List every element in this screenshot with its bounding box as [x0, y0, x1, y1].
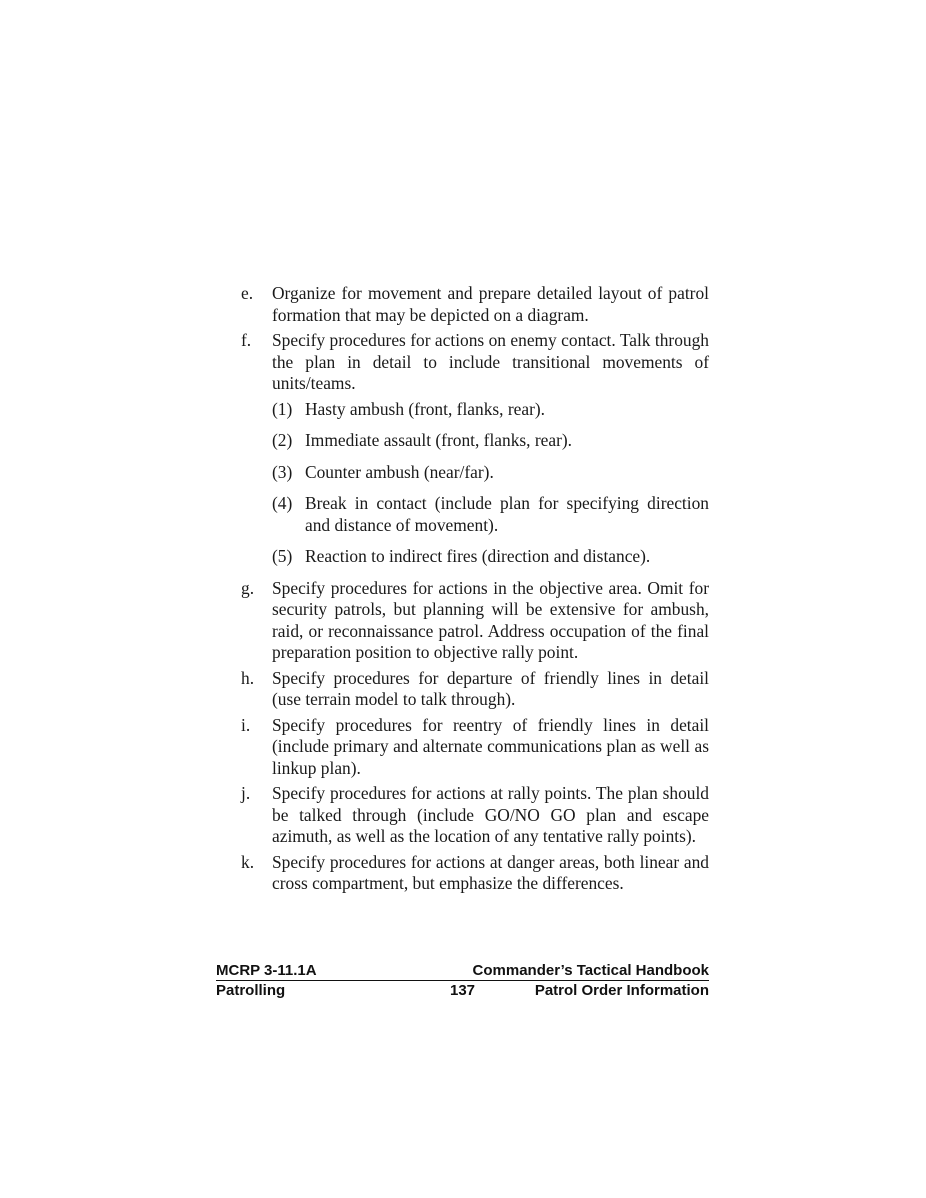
sublist-marker: (3)	[272, 461, 293, 482]
sublist-item-text: Hasty ambush (front, flanks, rear).	[305, 398, 546, 419]
sublist-marker: (2)	[272, 430, 293, 450]
sublist-f	[272, 399, 709, 568]
sublist-marker: (4)	[272, 493, 293, 513]
sublist-item-text: Break in contact (include plan for specifying direction and distance of movement).	[305, 493, 709, 535]
sublist-item-3	[272, 462, 709, 484]
footer-top-row	[216, 962, 709, 981]
list-marker: k.	[241, 851, 255, 872]
list-item-text: Organize for movement and prepare detailed layout of patrol formation that may be depicted on a diagram.	[272, 283, 709, 325]
list-marker: i.	[241, 714, 251, 735]
section-title: Patrolling	[216, 982, 286, 999]
sublist-marker: (1)	[272, 398, 293, 419]
list-item-e	[241, 283, 709, 326]
list-marker: e.	[241, 283, 254, 303]
page-number: 137	[450, 982, 476, 999]
sublist-item-text: Reaction to indirect fires (direction and distance).	[305, 546, 651, 566]
chapter-title: Patrol Order Information	[534, 982, 709, 999]
list-item-text: Specify procedures for actions at danger areas, both linear and cross compartment, but emphasize the differences.	[272, 851, 709, 893]
list-item-j	[241, 783, 709, 848]
list-item-text: Specify procedures for reentry of friendly lines in detail (include primary and alternate communications plan as well as linkup plan).	[272, 714, 709, 778]
sublist-marker: (5)	[272, 546, 293, 566]
list-item-g	[241, 578, 709, 664]
sublist-item-1	[272, 399, 709, 421]
sublist-item-4	[272, 493, 709, 536]
list-item-k	[241, 852, 709, 895]
list-item-i	[241, 715, 709, 780]
sublist-item-text: Counter ambush (near/far).	[305, 461, 494, 482]
sublist-item-5	[272, 546, 709, 568]
list-item-f	[241, 330, 709, 395]
sublist-item-text: Immediate assault (front, flanks, rear).	[305, 430, 573, 450]
list-marker: j.	[241, 783, 251, 803]
footer-bottom-row	[216, 981, 709, 999]
page-footer	[216, 962, 709, 999]
list-marker: g.	[241, 577, 255, 598]
list-item-text: Specify procedures for actions in the objective area. Omit for security patrols, but planning will be extensive for ambush, raid, or reconnaissance patrol. Address occupation of the final preparation position to objective rally point.	[272, 577, 709, 662]
publication-number: MCRP 3-11.1A	[216, 962, 317, 979]
list-item-h	[241, 668, 709, 711]
list-item-text: Specify procedures for actions at rally points. The plan should be talked through (include GO/NO GO plan and escape azimuth, as well as the location of any tentative rally points).	[272, 783, 709, 846]
list-marker: h.	[241, 667, 255, 688]
list-item-text: Specify procedures for departure of friendly lines in detail (use terrain model to talk through).	[272, 667, 709, 709]
list-item-text: Specify procedures for actions on enemy contact. Talk through the plan in detail to include transitional movements of units/teams.	[272, 330, 709, 393]
sublist-item-2	[272, 430, 709, 452]
list-marker: f.	[241, 330, 252, 350]
page-body	[241, 283, 709, 899]
handbook-title: Commander’s Tactical Handbook	[472, 962, 709, 979]
